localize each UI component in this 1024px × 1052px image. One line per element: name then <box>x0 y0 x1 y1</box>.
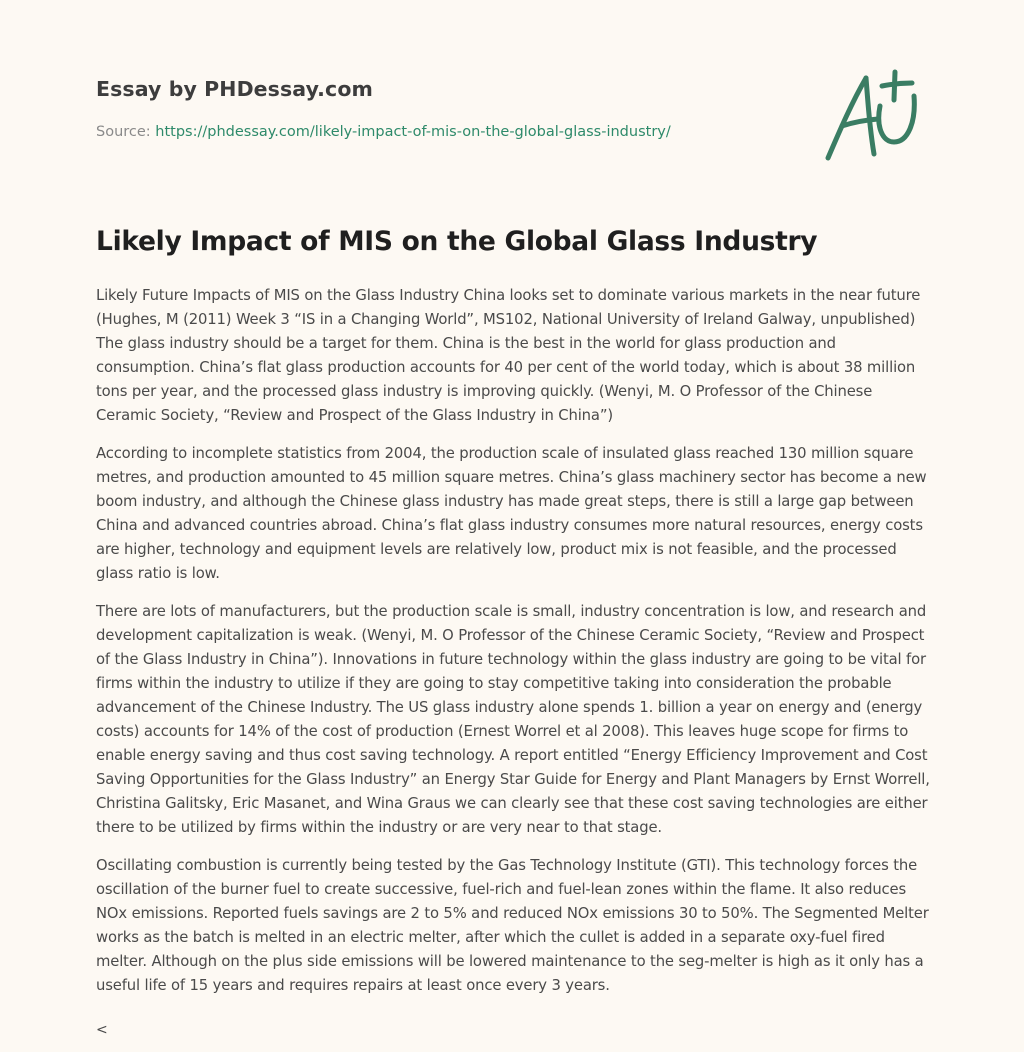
essay-paragraph: There are lots of manufacturers, but the production scale is small, industry concentration is low, and research and development capitalization is weak. (Wenyi, M. O Professor of the Chinese Ceramic Society, “Review and Prospect of the Glass Industry in China”). Innovations in future technology within the glass industry are going to be vital for firms within the industry to utilize if they are going to stay competitive taking into consideration the probable advancement of the Chinese Industry. The US glass industry alone spends 1. billion a year on energy and (energy costs) accounts for 14% of the cost of production (Ernest Worrel et al 2008). This leaves huge scope for firms to enable energy saving and thus cost saving technology. A report entitled “Energy Efficiency Improvement and Cost Saving Opportunities for the Glass Industry” an Energy Star Guide for Energy and Plant Managers by Ernst Worrell, Christina Galitsky, Eric Masanet, and Wina Graus we can clearly see that these cost saving technologies are either there to be utilized by firms within the industry or are very near to that stage. <box>96 603 930 836</box>
essay-paragraph: Oscillating combustion is currently being tested by the Gas Technology Institute (GTI). This technology forces the oscillation of the burner fuel to create successive, fuel-rich and fuel-lean zones within the flame. It also reduces NOx emissions. Reported fuels savings are 2 to 5% and reduced NOx emissions 30 to 50%. The Segmented Melter works as the batch is melted in an electric melter, after which the cullet is added in a separate oxy-fuel fired melter. Although on the plus side emissions will be lowered maintenance to the seg-melter is high as it only has a useful life of 15 years and requires repairs at least once every 3 years. <box>96 857 929 994</box>
a-plus-logo-icon <box>824 68 928 164</box>
prev-page-button[interactable]: < <box>96 1022 108 1038</box>
site-title: Essay by PHDessay.com <box>96 77 373 101</box>
source-link[interactable]: https://phdessay.com/likely-impact-of-mis-on-the-global-glass-industry/ <box>155 124 671 140</box>
essay-body <box>96 284 932 1012</box>
essay-title: Likely Impact of MIS on the Global Glass Industry <box>96 226 818 257</box>
source-label: Source: <box>96 124 156 140</box>
essay-page <box>96 0 932 1052</box>
essay-paragraph: Likely Future Impacts of MIS on the Glass Industry China looks set to dominate various markets in the near future (Hughes, M (2011) Week 3 “IS in a Changing World”, MS102, National University of Ireland Galway, unpublished) The glass industry should be a target for them. China is the best in the world for glass production and consumption. China’s flat glass production accounts for 40 per cent of the world today, which is about 38 million tons per year, and the processed glass industry is improving quickly. (Wenyi, M. O Professor of the Chinese Ceramic Society, “Review and Prospect of the Glass Industry in China”) <box>96 287 921 424</box>
essay-paragraph: According to incomplete statistics from 2004, the production scale of insulated glass reached 130 million square metres, and production amounted to 45 million square metres. China’s glass machinery sector has become a new boom industry, and although the Chinese glass industry has made great steps, there is still a large gap between China and advanced countries abroad. China’s flat glass industry consumes more natural resources, energy costs are higher, technology and equipment levels are relatively low, product mix is not feasible, and the processed glass ratio is low. <box>96 445 927 582</box>
source-line <box>96 124 671 140</box>
